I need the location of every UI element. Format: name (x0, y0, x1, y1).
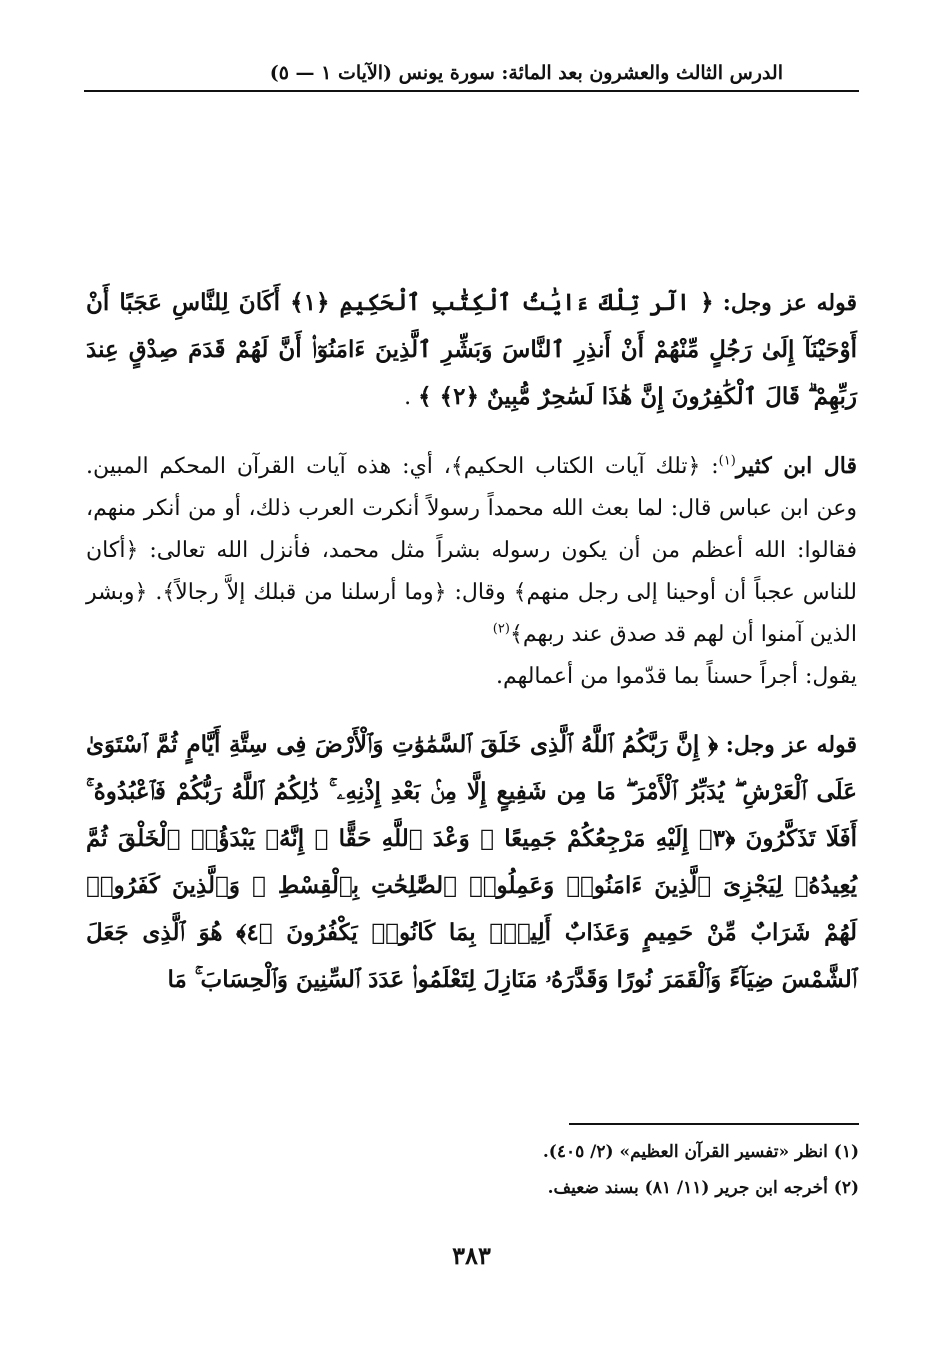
tafsir-body-cont: يقول: أجراً حسناً بما قدّموا من أعمالهم. (495, 664, 857, 689)
header-rule (84, 90, 859, 92)
section-2-lead: قوله عز وجل: (725, 732, 857, 758)
footnote-rule (569, 1123, 859, 1125)
footnote-2: (٢) أخرجه ابن جرير (١١/ ٨١) بسند ضعيف. (547, 1178, 859, 1198)
footnotes (86, 1134, 859, 1206)
section-1-end: . (404, 385, 412, 410)
footnote-ref-2: (٢) (492, 621, 510, 637)
tafsir-paragraph-cont (86, 656, 857, 698)
running-header: الدرس الثالث والعشرون بعد المائة: سورة يونس (الآيات ١ — ٥) (269, 62, 783, 84)
footnote-1: (١) انظر «تفسير القرآن العظيم» (٢/ ٤٠٥). (542, 1142, 859, 1162)
section-2-paragraph (86, 722, 857, 1004)
tafsir-paragraph (86, 445, 857, 656)
section-1-lead: قوله عز وجل: (722, 290, 857, 316)
section-1-paragraph (86, 280, 857, 421)
section-1-verse: ﴿ الٓر تِلْكَ ءَايَٰتُ ٱلْكِتَٰبِ ٱلْحَكِيمِ ﴿١﴾ أَكَانَ لِلنَّاسِ عَجَبًا أَنْ أَوْحَيْنَآ إِلَىٰ رَجُلٍ مِّنْهُمْ أَنْ أَنذِرِ ٱلنَّاسَ وَبَشِّرِ ٱلَّذِينَ ءَامَنُوٓا۟ أَنَّ لَهُمْ قَدَمَ صِدْقٍ عِندَ رَبِّهِمْ ۗ قَالَ ٱلْكَٰفِرُونَ إِنَّ هَٰذَا لَسَٰحِرٌ مُّبِينٌ ﴿٢﴾ ﴾ (86, 289, 857, 410)
footnote-ref-1: (١) (718, 453, 736, 469)
section-2-verse: ﴿ إِنَّ رَبَّكُمُ ٱللَّهُ ٱلَّذِى خَلَقَ ٱلسَّمَٰوَٰتِ وَٱلْأَرْضَ فِى سِتَّةِ أَيَّامٍ ثُمَّ ٱسْتَوَىٰ عَلَى ٱلْعَرْشِ ۖ يُدَبِّرُ ٱلْأَمْرَ ۖ مَا مِن شَفِيعٍ إِلَّا مِنۢ بَعْدِ إِذْنِهِۦ ۚ ذَٰلِكُمُ ٱللَّهُ رَبُّكُمْ فَٱعْبُدُوهُ ۚ أَفَلَا تَذَكَّرُونَ ﴿٣﴾ إِلَيْهِ مَرْجِعُكُمْ جَمِيعًا ۖ وَعْدَ ٱللَّهِ حَقًّا ۚ إِنَّهُۥ يَبْدَؤُا۟ ٱلْخَلْقَ ثُمَّ يُعِيدُهُۥ لِيَجْزِىَ ٱلَّذِينَ ءَامَنُوا۟ وَعَمِلُوا۟ ٱلصَّٰلِحَٰتِ بِٱلْقِسْطِ ۚ وَٱلَّذِينَ كَفَرُوا۟ لَهُمْ شَرَابٌ مِّنْ حَمِيمٍ وَعَذَابٌ أَلِيمٌۢ بِمَا كَانُوا۟ يَكْفُرُونَ ﴿٤﴾ هُوَ ٱلَّذِى جَعَلَ ٱلشَّمْسَ ضِيَآءً وَٱلْقَمَرَ نُورًا وَقَدَّرَهُۥ مَنَازِلَ لِتَعْلَمُوا۟ عَدَدَ ٱلسِّنِينَ وَٱلْحِسَابَ ۚ مَا (86, 731, 857, 993)
tafsir-lead: قال ابن كثير (735, 453, 857, 479)
main-text (86, 280, 857, 1004)
tafsir-body: : ﴿تلك آيات الكتاب الحكيم﴾، أي: هذه آيات القرآن المحكم المبين. وعن ابن عباس قال: لما بعث الله محمداً رسولاً أنكرت العرب ذلك، أو من أنكر منهم، فقالوا: الله أعظم من أن يكون رسوله بشراً مثل محمد، فأنزل الله تعالى: ﴿أكان للناس عجباً أن أوحينا إلى رجل منهم﴾ وقال: ﴿وما أرسلنا من قبلك إلاَّ رجالاً﴾. ﴿وبشر الذين آمنوا أن لهم قد صدق عند ربهم﴾ (86, 454, 857, 647)
page-number: ٣٨٣ (452, 1241, 491, 1270)
